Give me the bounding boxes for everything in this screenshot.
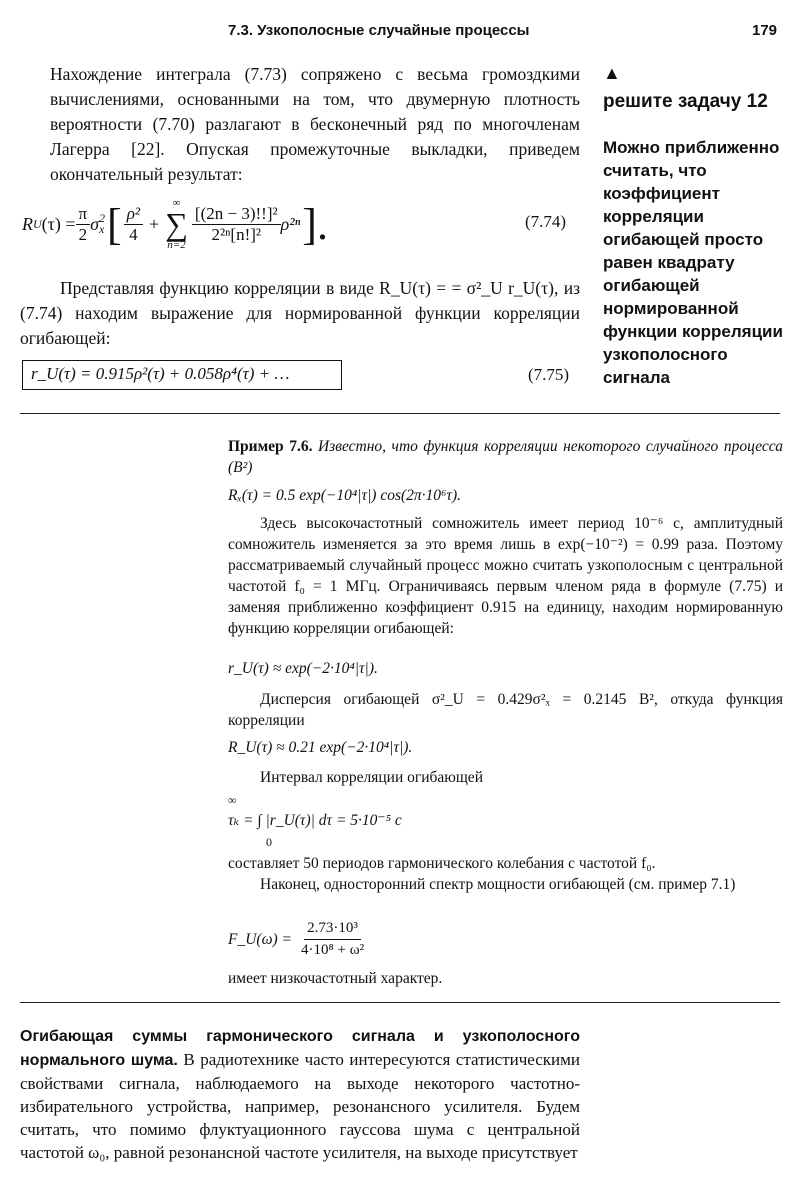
eq774-sum-bottom: n=2 — [167, 239, 186, 251]
paragraph-2: Представляя функцию корреляции в виде R_U(τ) = = σ²_U r_U(τ), из (7.74) находим выражение для нормированной функции корреляции огибающей: — [20, 278, 580, 348]
integral-top: ∞ — [228, 793, 237, 807]
eq774-rho-fraction — [124, 204, 143, 245]
sigma-sum-icon: ∑ — [165, 206, 188, 242]
example-statement — [228, 436, 783, 478]
example-para-1: Здесь высокочастотный сомножитель имеет период 10⁻⁶ с, амплитудный сомножитель изменяется за это время лишь в exp(−10⁻²) = 0.99 раза. Поэтому рассматриваемый случайный процесс можно считать узкополосным с центральной частотой f₀ = 1 МГц. Ограничиваясь первым членом ряда в формуле (7.75) и заменяя приближенно коэффициент 0.915 на единицу, находим нормированную функцию корреляции огибающей: — [228, 515, 783, 637]
eq774-pi-den: 2 — [78, 224, 88, 244]
eq774-number: (7.74) — [525, 212, 567, 231]
triangle-icon: ▲ — [603, 63, 621, 83]
side-task: решите задачу 12 — [603, 91, 768, 112]
final-paragraph — [20, 1024, 580, 1164]
integral-bottom: 0 — [266, 835, 272, 849]
eq774-sigma: σ — [90, 213, 100, 234]
example-text: Известно, что функция корреляции некоторого случайного процесса (В²) — [228, 438, 783, 476]
intro-paragraph: Нахождение интеграла (7.73) сопряжено с весьма громоздкими вычислениями, основанными на том, что двумерную плотность вероятности (7.70) разлагают в бесконечный ряд по многочленам Лагерра [22]. Опуская промежуточные выкладки, приведем окончательный результат: — [50, 64, 580, 184]
eq774-sum — [165, 197, 188, 251]
formula5-lhs: F_U(ω) = — [228, 931, 293, 948]
final-text: В радиотехнике часто интересуются статистическими свойствами сигнала, наблюдаемого на выходе некоторого частотно-избирательного устройства, например, резонансного усилителя. Будем считать, что помимо флуктуационного гауссова шума с центральной частотой ω₀, равной резонансной частоте усилителя, на выходе присутствует — [20, 1050, 581, 1162]
eq774-term-fraction — [192, 204, 281, 245]
eq774-lhs-sub: U — [33, 216, 42, 231]
eq774-term-den: 2²ⁿ[n!]² — [211, 224, 262, 244]
eq774-plus: + — [148, 213, 160, 234]
example-para-4: составляет 50 периодов гармонического колебания с частотой f₀. — [228, 855, 656, 872]
formula5-den: 4·10⁸ + ω² — [301, 942, 365, 958]
divider-top — [20, 413, 780, 414]
eq774-pi-num: π — [76, 204, 91, 225]
equation-7-75-box — [22, 360, 342, 390]
eq774-pi-fraction — [76, 204, 91, 245]
example-label: Пример 7.6. — [228, 438, 313, 455]
formula5-num: 2.73·10³ — [304, 918, 361, 940]
final-heading: Огибающая суммы гармонического сигнала и узкополосного нормального шума. — [20, 1028, 580, 1069]
example-para-2: Дисперсия огибающей σ²_U = 0.429σ²ₓ = 0.2145 В², откуда функция корреляции — [228, 691, 783, 729]
running-header: 7.3. Узкополосные случайные процессы — [228, 22, 530, 39]
example-formula-4: τₖ = ∫ |r_U(τ)| dτ = 5·10⁻⁵ с — [228, 812, 402, 829]
example-formula-5 — [228, 918, 783, 961]
eq775-number: (7.75) — [528, 365, 570, 384]
eq774-rho-den: 4 — [129, 224, 138, 244]
example-formula-3: R_U(τ) ≈ 0.21 exp(−2·10⁴|τ|). — [228, 739, 413, 756]
eq774-term-tail: ρ²ⁿ — [280, 213, 301, 234]
eq774-lhs: R — [22, 213, 33, 234]
example-para-3: Интервал корреляции огибающей — [260, 769, 483, 786]
side-note-text: Можно приближенно считать, что коэффициент корреляции огибающей просто равен квадрату огибающей нормированной функции корреляции узкополосного сигнала — [603, 138, 783, 387]
eq774-sum-top: ∞ — [172, 197, 181, 209]
eq774-rho-num: ρ² — [124, 204, 143, 225]
eq774-term-num: [(2n − 3)!!]² — [192, 204, 281, 225]
example-para-5: Наконец, односторонний спектр мощности огибающей (см. пример 7.1) — [260, 876, 736, 893]
eq775-text: r_U(τ) = 0.915ρ²(τ) + 0.058ρ⁴(τ) + … — [31, 364, 290, 383]
example-formula-2: r_U(τ) ≈ exp(−2·10⁴|τ|). — [228, 660, 378, 677]
example-para-6: имеет низкочастотный характер. — [228, 970, 443, 987]
divider-bottom — [20, 1002, 780, 1003]
eq774-lhs-arg: (τ) = — [41, 213, 76, 234]
eq774-sigma-sup: 2 — [99, 211, 106, 225]
formula5-fraction — [298, 918, 367, 961]
eq774-sigma-sub: x — [99, 222, 105, 236]
page-number: 179 — [752, 22, 778, 39]
example-formula-1: Rₓ(τ) = 0.5 exp(−10⁴|τ|) cos(2π·10⁶τ). — [228, 487, 462, 504]
equation-7-74: R U (τ) = $\frac{\pi}{2}$ σ 2 x [ $\frac{\text{ρ²}}{4}$ + ∞ ∑ n=2 $\frac{\text{[(2n − 3)!!]²}}{\text{2²ⁿ[n!]²}}$ ρ²ⁿ ]. — [22, 197, 328, 251]
